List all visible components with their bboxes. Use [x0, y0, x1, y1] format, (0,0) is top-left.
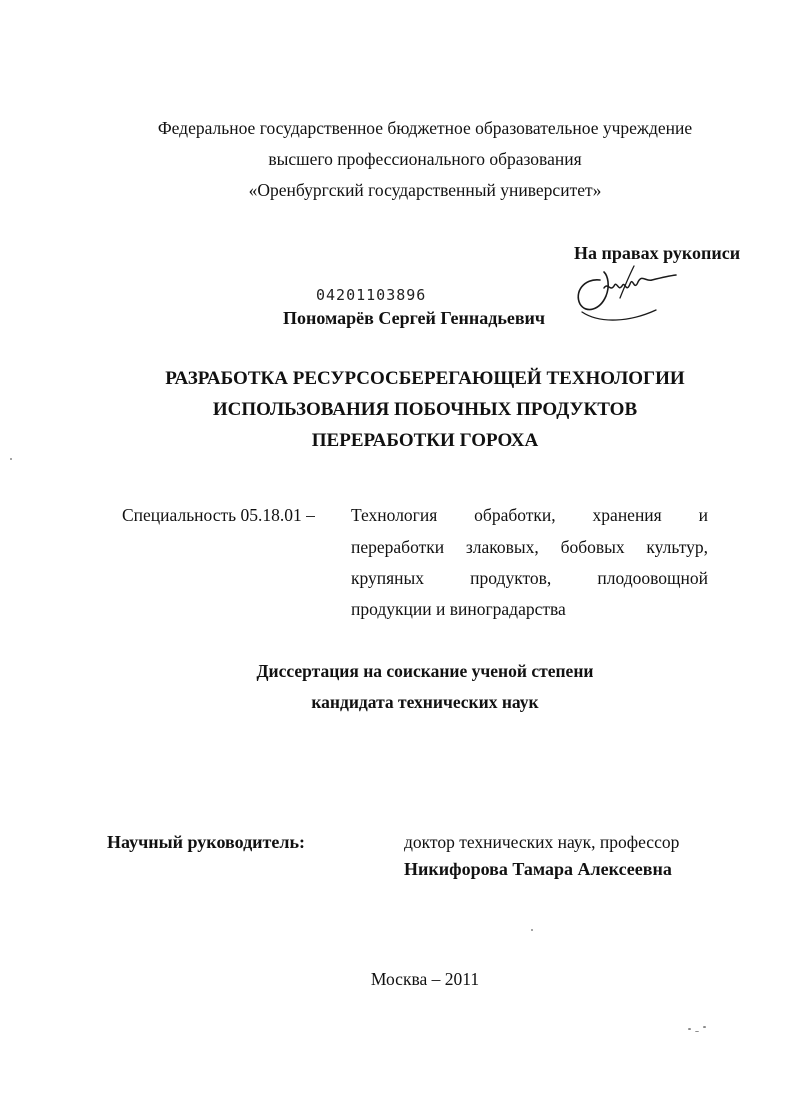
degree-line-1: Диссертация на соискание ученой степени	[256, 661, 594, 681]
handwritten-signature	[570, 258, 680, 330]
author-name: Пономарёв Сергей Геннадьевич	[283, 308, 546, 328]
manuscript-note: На правах рукописи	[574, 243, 741, 263]
specialty-label: Специальность 05.18.01 –	[122, 505, 315, 525]
specialty-line-1: Технология обработки, хранения и	[351, 505, 708, 525]
specialty-line-4: продукции и виноградарства	[351, 599, 566, 619]
document-number: 04201103896	[316, 286, 427, 304]
scan-speck	[688, 1028, 691, 1030]
thesis-title-line-1: РАЗРАБОТКА РЕСУРСОСБЕРЕГАЮЩЕЙ ТЕХНОЛОГИИ	[165, 368, 685, 389]
scan-speck	[703, 1026, 706, 1028]
scan-speck	[531, 929, 533, 931]
advisor-name: Никифорова Тамара Алексеевна	[404, 859, 672, 879]
scan-speck	[695, 1031, 699, 1032]
institution-line-2: высшего профессионального образования	[268, 149, 582, 169]
specialty-line-2: переработки злаковых, бобовых культур,	[351, 537, 708, 557]
institution-line-3: «Оренбургский государственный университет»	[248, 180, 602, 200]
advisor-label: Научный руководитель:	[107, 832, 305, 852]
city-year: Москва – 2011	[370, 969, 480, 989]
advisor-title: доктор технических наук, профессор	[404, 832, 680, 852]
thesis-title-line-2: ИСПОЛЬЗОВАНИЯ ПОБОЧНЫХ ПРОДУКТОВ	[212, 399, 638, 420]
specialty-line-3: крупяных продуктов, плодоовощной	[351, 568, 708, 588]
scan-speck	[10, 458, 12, 460]
thesis-title-line-3: ПЕРЕРАБОТКИ ГОРОХА	[311, 430, 539, 451]
institution-line-1: Федеральное государственное бюджетное образовательное учреждение	[157, 118, 693, 138]
degree-line-2: кандидата технических наук	[311, 692, 539, 712]
